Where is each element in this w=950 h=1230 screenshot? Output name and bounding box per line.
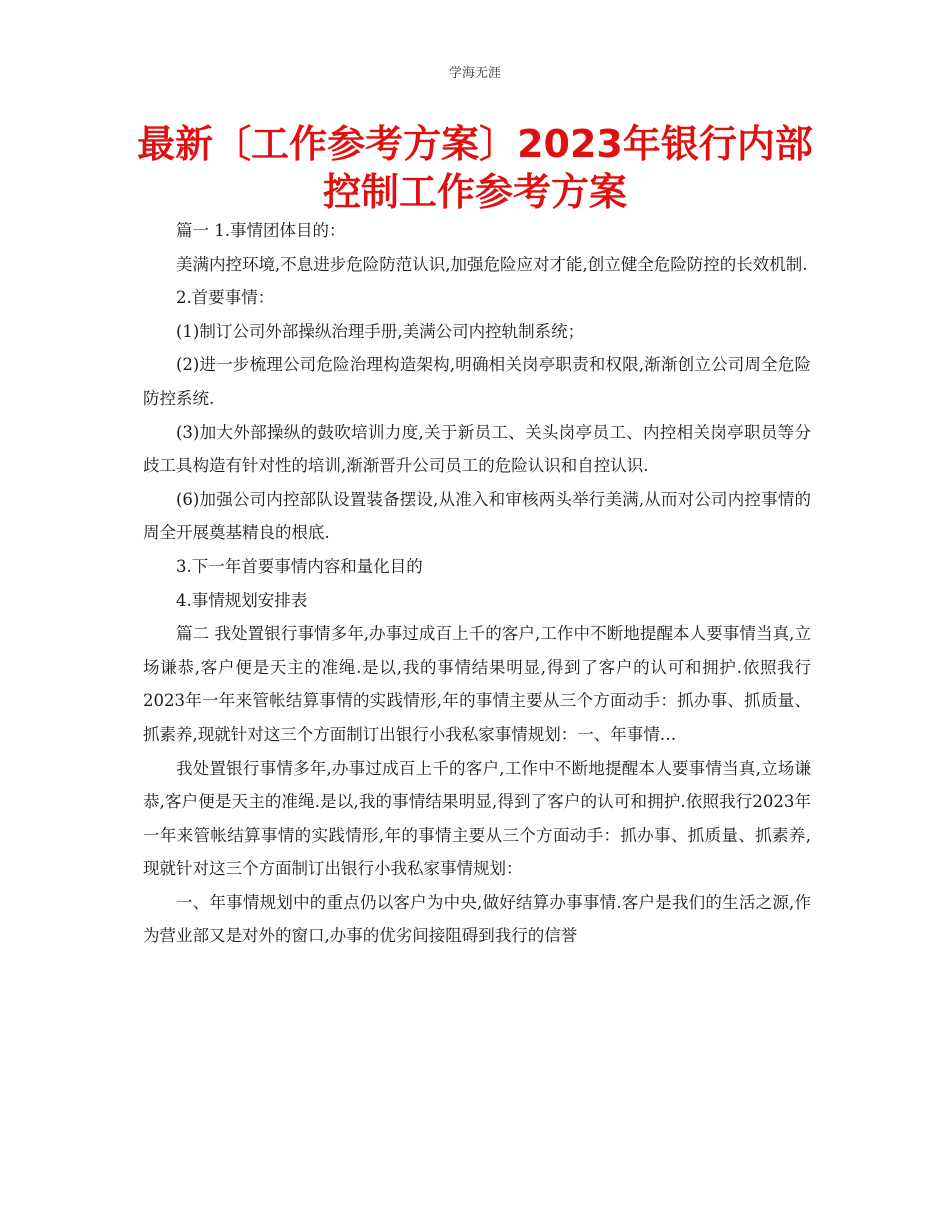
document-body (143, 214, 811, 953)
paragraph: (2)进一步梳理公司危险治理构造架构,明确相关岗亭职责和权限,渐渐创立公司周全危险防控系统. (143, 355, 811, 408)
paragraph: (1)制订公司外部操纵治理手册,美满公司内控轨制系统； (176, 321, 585, 341)
paragraph: 4.事情规划安排表 (176, 590, 308, 610)
document-title: 最新〔工作参考方案〕2023年银行内部控制工作参考方案 (137, 122, 813, 214)
paragraph: 我处置银行事情多年,办事过成百上千的客户,工作中不断地提醒本人要事情当真,立场谦恭,客户便是天主的准绳.是以,我的事情结果明显,得到了客户的认可和拥护.依照我行2023年一年来管帐结算事情的实践情形,年的事情主要从三个方面动手：抓办事、抓质量、抓素养,现就针对这三个方面制订出银行小我私家事情规划： (143, 758, 811, 879)
paragraph: 篇二 我处置银行事情多年,办事过成百上千的客户,工作中不断地提醒本人要事情当真,立场谦恭,客户便是天主的准绳.是以,我的事情结果明显,得到了客户的认可和拥护.依照我行2023年一年来管帐结算事情的实践情形,年的事情主要从三个方面动手：抓办事、抓质量、抓素养,现就针对这三个方面制订出银行小我私家事情规划：一、年事情… (143, 624, 811, 744)
paragraph: 3.下一年首要事情内容和量化目的 (176, 556, 423, 576)
paragraph: 美满内控环境,不息进步危险防范认识,加强危险应对才能,创立健全危险防控的长效机制. (176, 254, 808, 274)
paragraph: 篇一 1.事情团体目的： (176, 221, 346, 240)
page-header: 学海无涯 (448, 66, 501, 81)
paragraph: (3)加大外部操纵的鼓吹培训力度,关于新员工、关头岗亭员工、内控相关岗亭职员等分歧工具构造有针对性的培训,渐渐晋升公司员工的危险认识和自控认识. (143, 422, 811, 476)
paragraph: 2.首要事情： (176, 288, 275, 308)
paragraph: (6)加强公司内控部队设置装备摆设,从准入和审核两头举行美满,从而对公司内控事情的周全开展奠基精良的根底. (143, 489, 811, 543)
paragraph: 一、年事情规划中的重点仍以客户为中央,做好结算办事事情.客户是我们的生活之源,作为营业部又是对外的窗口,办事的优劣间接阻碍到我行的信誉 (143, 892, 811, 946)
